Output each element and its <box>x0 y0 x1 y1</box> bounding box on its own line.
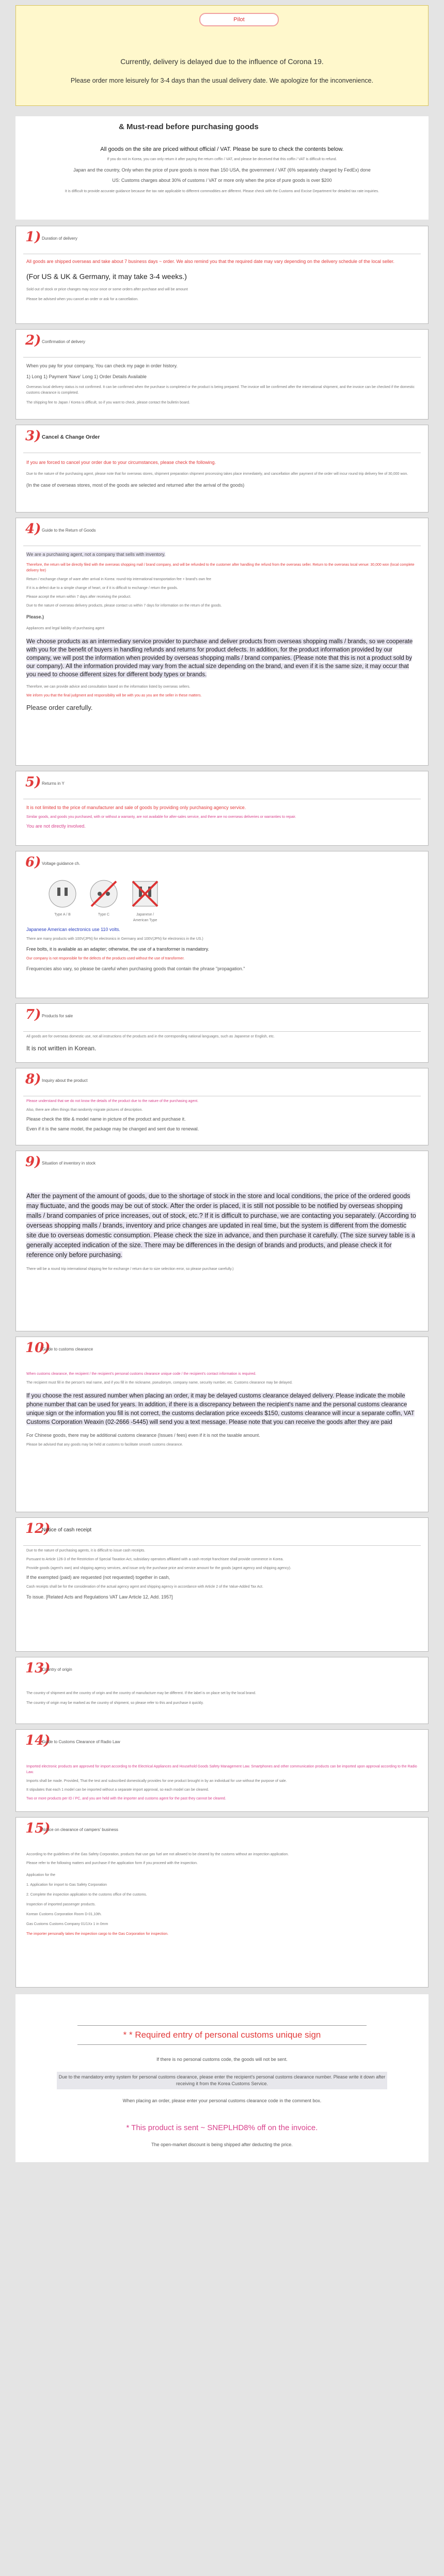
plug-type-c-icon <box>88 878 119 909</box>
must-read-footnote: It is difficult to provide accurate guidance because the tax rate applicable to different commodities are different. Please check with the Customs and Excise Department for detailed tax rate inquiries. <box>65 190 379 193</box>
must-read-rule-2: US: Customs charges about 30% of customs / VAT or more only when the price of pure goods is over $200 <box>112 178 332 183</box>
section-title: Returns in Y <box>42 781 65 786</box>
s15-list <box>26 1872 418 1937</box>
section-number: 3) <box>25 428 41 444</box>
list-item: The importer personally takes the inspection cargo to the Gas Corporation for inspection. <box>26 1932 169 1936</box>
s8-p1: Please understand that we do not know the details of the product due to the nature of the purchasing agent. <box>26 1099 199 1103</box>
section-customs <box>15 1337 429 1512</box>
section-number: 9) <box>25 1154 41 1170</box>
plug-jp-us: Japanese / American Type <box>130 878 161 923</box>
s1-p3: Sold out of stock or price changes may occur once or some orders after purchase and will be amount <box>26 288 188 291</box>
s7-p2: It is not written in Korean. <box>26 1045 97 1052</box>
s7-p1: All goods are for overseas domestic use, not all instructions of the products and in the corresponding national languages, such as Japanese or English, etc. <box>26 1035 275 1038</box>
section-return-guide <box>15 518 429 766</box>
s4-p8: We choose products as an intermediary service provider to purchase and deliver products from overseas shopping malls / brands, so we cooperate with you for the benefit of buyers in handling refunds and returns for product defects. In addition, for the product information provided by our company, we will post the information when provided by overseas shopping malls / brand companies. (Please note that this is not a product sold by our company). All the information provided may vary from the actual size depending on the brand, and even if it is the same size, it may occur that you need to choose different sizes for different body types or brands. <box>26 639 413 678</box>
section-number: 2) <box>25 333 41 348</box>
footer-title: * * Required entry of personal customs unique sign <box>77 2025 367 2045</box>
s5-p2: Similar goods, and goods you purchased, with or without a warranty, are not available for after-sales service, and there are no overseas deliveries or warranties to repair. <box>26 815 296 819</box>
notice-line-2: Please order more leisurely for 3-4 days than the usual delivery date. We apologize for the inconvenience. <box>70 77 374 84</box>
section-title: Cancel & Change Order <box>42 434 100 440</box>
section-number: 13) <box>25 1661 51 1676</box>
notice-line-1: Currently, delivery is delayed due to the influence of Corona 19. <box>120 57 324 66</box>
list-item: Inspection of imported passenger products. <box>26 1903 96 1906</box>
section-number: 7) <box>25 1007 41 1022</box>
s10-p2: The recipient must fill in the person's real name, and if you fill in the nickname, pseudonym, company name, security number, etc. Customs clearance may be delayed. <box>26 1381 293 1385</box>
section-title: Country of origin <box>42 1667 72 1672</box>
section-number: 10) <box>25 1340 51 1356</box>
s4-careful: Please order carefully. <box>26 704 93 711</box>
must-read-section <box>15 116 429 220</box>
must-read-rule-1: Japan and the country, Only when the price of pure goods is more than 150 USA, the government / VAT (6% separately charged by FedEx) done <box>73 167 371 173</box>
list-item: 1. Application for import to Gas Safety Corporation <box>26 1883 107 1887</box>
delivery-notice-banner <box>15 5 429 106</box>
s3-p1: If you are forced to cancel your order due to your circumstances, please check the following. <box>26 460 216 465</box>
section-products <box>15 1003 429 1063</box>
s10-p5: Please be advised that any goods may be held at customs to facilitate smooth customs clearance. <box>26 1443 183 1447</box>
s2-p2: 1) Long 1) Payment 'Nave' Long 1) Order Details Available <box>26 374 147 379</box>
s13-p2: The country of origin may be marked as the country of shipment, so please refer to this and purchase it quickly. <box>26 1701 204 1705</box>
must-read-heading: & Must-read before purchasing goods <box>119 122 259 131</box>
section-number: 14) <box>25 1733 51 1748</box>
footer-sent: * This product is sent ~ SNEPLHD8% off on the invoice. <box>126 2123 318 2132</box>
section-title: Confirmation of delivery <box>42 339 86 344</box>
section-inquiry <box>15 1068 429 1145</box>
plug-c: Type C <box>88 878 119 918</box>
s2-p3: Overseas local delivery status is not confirmed. It can be confirmed when the purchase is completed or the product is being prepared. The invoice will be confirmed after the international shipment, and the invoice can be checked if the domestic customs clearance is completed. <box>26 385 415 395</box>
section-number: 5) <box>25 774 41 790</box>
s12-p1: Due to the nature of purchasing agents, it is difficult to issue cash receipts. <box>26 1549 146 1553</box>
s1-p4: Please be advised when you cancel an order or ask for a cancellation. <box>26 298 139 301</box>
section-delivery-duration <box>15 226 429 324</box>
section-title: Guide to Customs Clearance of Radio Law <box>42 1740 120 1744</box>
section-cash-receipt <box>15 1517 429 1652</box>
must-read-lead: All goods on the site are priced without official / VAT. Please be sure to check the contents below. <box>100 146 344 152</box>
s9-p1: After the payment of the amount of goods, due to the shortage of stock in the store and local conditions, the price of the ordered goods may fluctuate, and the goods may be out of stock. After the order is placed, it is still not possible to be notified by overseas shopping malls / brand companies of price increases, out of stock, etc.? If it is difficult to purchase, we are contacting you separately. (According to overseas shopping malls / brands, inventory and price changes are updated in real time, but the system is different from the domestic site due to overseas domestic consumption. Please check the size in advance, and then purchase it carefully. (The size survey table is a generally accepted indication of the size. There may be differences in the design of brands and products, and please check it for reference only before purchasing. <box>26 1192 416 1259</box>
section-title: Products for sale <box>42 1014 73 1018</box>
s6-p5: Frequencies also vary, so please be careful when purchasing goods that contain the phrase "propagation." <box>26 966 245 971</box>
plug-ab: Type A / B <box>47 878 78 918</box>
section-title: Voltage guidance ch. <box>42 861 81 866</box>
s4-p2: Therefore, the return will be directly filed with the overseas shopping mall / brand company, and will be refunded to the customer after handling the refund from the overseas seller. Return to the overseas local venue: 30,000 won (local complete delivery fee) <box>26 563 415 572</box>
footer-open: The open-market discount is being shipped after deducting the price. <box>151 2142 293 2147</box>
section-number: 6) <box>25 855 41 870</box>
brand-logo: Pilot <box>199 13 279 26</box>
s12-p3: Provide goods (agent's own) and shipping agency services, and issue only the purchase price and service amount for the goods (agent agency and shipping agency). <box>26 1566 292 1570</box>
s12-p6: To issue. [Related Acts and Regulations VAT Law Article 12, Add. 1957] <box>26 1594 173 1600</box>
s5-p3: You are not directly involved. <box>26 824 86 829</box>
section-number: 15) <box>25 1821 51 1836</box>
section-voltage <box>15 851 429 998</box>
s6-p3: Free bolts, it is available as an adapter; otherwise, the use of a transformer is mandatory. <box>26 946 210 952</box>
s6-p1: Japanese American electronics use 110 volts. <box>26 927 120 932</box>
s13-p1: The country of shipment and the country of origin and the country of manufacture may be different. If the label is on place set by the local brand. <box>26 1692 257 1695</box>
s4-p9: Therefore, we can provide advice and consultation based on the information listed by overseas sellers. <box>26 685 191 689</box>
s14-p4: Two or more products per ID / PC, and you are held with the importer and customs agent for the past they cannot be cleared. <box>26 1797 226 1801</box>
footer-p1: If there is no personal customs code, the goods will not be sent. <box>156 2057 288 2062</box>
s12-p2: Pursuant to Article 126-3 of the Restriction of Special Taxation Act, subsidiary operators affiliated with a cash receipt franchisee shall provide commerce in Korea. <box>26 1558 284 1561</box>
list-item: Application for the <box>26 1873 56 1877</box>
plug-type-jp-icon <box>130 878 161 909</box>
s6-p4: Our company is not responsible for the defects of the products used without the use of transformer. <box>26 957 185 960</box>
s4-p5: Please accept the return within 7 days after receiving the product. <box>26 595 132 599</box>
s3-p2: Due to the nature of the purchasing agent, please note that for overseas stores, shipment preparation shipment processing takes place immediately, and cancellation after payment of the order will incur round trip delivery fee of 30,000 won. <box>26 472 408 476</box>
s8-p3: Please check the title & model name in picture of the product and purchase it. <box>26 1116 186 1122</box>
section-title: Notice of cash receipt <box>42 1527 92 1533</box>
s4-p4: If it is a defect due to a simple change of heart, or if it is difficult to exchange / return the goods. <box>26 586 178 590</box>
s4-p1: We are a purchasing agent, not a company that sells with inventory. <box>26 552 166 557</box>
section-title: Duration of delivery <box>42 236 77 241</box>
s15-p2: Please refer to the following matters and purchase if the application form if you proceed with the inspection. <box>26 1861 198 1865</box>
section-cancel-change <box>15 425 429 513</box>
s3-p3: (In the case of overseas stores, most of the goods are selected and returned after the arrival of the goods) <box>26 483 245 488</box>
s5-p1: It is not limited to the price of manufacturer and sale of goods by providing only purchasing agency service. <box>26 805 246 810</box>
s6-p2: There are many products with 100V(JPN) for electronics in Germany and 100V(JPN) for electronics in the US.) <box>26 937 203 941</box>
list-item: Gas Customs Customs Company 01/1Xx 1 in 0mm <box>26 1922 108 1926</box>
s14-p1: Imported electronic products are approved for import according to the Electrical Appliances and Household Goods Safety Management Law. Smartphones and other communication products can be imported upon approval according to the Radio Law. <box>26 1765 417 1774</box>
s4-please: Please.) <box>26 614 44 619</box>
section-number: 4) <box>25 521 41 537</box>
section-number: 1) <box>25 229 41 245</box>
list-item: Korean Customs Corporation Room D-01,10th. <box>26 1913 102 1916</box>
s10-p3: If you choose the rest assured number when placing an order, it may be delayed customs clearance delayed delivery. Please indicate the mobile phone number that can be used for years. In addition, if there is a discrepancy between the recipient's name and the personal customs clearance unique sign or the information you fill is not correct, the customs declaration price exceeds $150, customs clearance will incur a separate coffin, VAT Customs Corporation Weaxin (02-2666 -5445) will send you a text message. Please note that you can receive the goods after they are paid <box>26 1393 415 1425</box>
footer-p2: Due to the mandatory entry system for personal customs clearance, please enter the recipient's personal customs clearance number. Please write it down after receiving it from the Korea Customs Service. <box>57 2072 387 2089</box>
s10-p1: When customs clearance, the recipient / the recipient's personal customs clearance unique code / the recipient's contact information is required. <box>26 1372 257 1376</box>
section-title: Situation of inventory in stock <box>42 1161 96 1166</box>
section-number: 12) <box>25 1521 51 1537</box>
s8-p2: Also, there are often things that randomly migrate pictures of description. <box>26 1108 143 1112</box>
s4-p6: Due to the nature of overseas delivery products, please contact us within 7 days for information on the return of the goods. <box>26 604 222 608</box>
plug-type-ab-icon <box>47 878 78 909</box>
s10-p4: For Chinese goods, there may be additional customs clearance (Issues / fees) even if it is not the taxable amount. <box>26 1433 260 1438</box>
section-radio-law <box>15 1729 429 1812</box>
s14-p2: Imports shall be made. Provided, That the test and subscribed domestically provides for one product brought in by an individual for use without the purpose of sale. <box>26 1779 287 1783</box>
list-item: 2. Complete the inspection application to the customs office of the customs. <box>26 1893 147 1897</box>
s8-p4: Even if it is the same model, the package may be changed and sent due to renewal. <box>26 1126 199 1131</box>
s15-p1: According to the guidelines of the Gas Safety Corporation, products that use gas fuel are not allowed to be cleared by the customs without an inspection application. <box>26 1853 289 1856</box>
s1-p1: All goods are shipped overseas and take about 7 business days ~ order. We also remind you that the required date may vary depending on the delivery schedule of the local seller. <box>26 259 395 264</box>
section-title: Notice on clearance of campers' business <box>42 1827 118 1832</box>
section-returns <box>15 771 429 846</box>
section-title: Guide to the Return of Goods <box>42 528 96 533</box>
s4-p7: Appliances and legal liability of purchasing agent <box>26 627 104 630</box>
customs-code-footer <box>15 1994 429 2162</box>
section-delivery-confirmation <box>15 329 429 420</box>
s12-p4: If the exempted (paid) are requested (not requested) together in cash, <box>26 1575 170 1580</box>
section-title: Guide to customs clearance <box>42 1347 93 1352</box>
s4-p3: Return / exchange charge of ware after arrival in Korea: round-trip international transportation fee + brand's own fee <box>26 578 211 581</box>
section-camper-clearance <box>15 1817 429 1988</box>
s2-p4: The shipping fee to Japan / Korea is difficult, so if you want to check, please contact the bulletin board. <box>26 401 191 405</box>
s2-p1: When you pay for your company, You can check my page in order history. <box>26 363 178 368</box>
s4-p10: We inform you that the final judgment and responsibility will be with you as you are the seller in these matters. <box>26 694 202 697</box>
s9-p2: There will be a round trip international shipping fee for exchange / return due to size selection error, so please purchase carefully.) <box>26 1267 234 1271</box>
section-title: Inquiry about the product <box>42 1078 88 1083</box>
section-inventory <box>15 1151 429 1331</box>
s12-p5: Cash receipts shall be for the consideration of the actual agency agent and shipping agency in accordance with Article 2 of the Value-Added Tax Act. <box>26 1585 263 1589</box>
section-number: 8) <box>25 1072 41 1087</box>
footer-p3: When placing an order, please enter your personal customs clearance code in the comment box. <box>122 2098 322 2103</box>
s14-p3: It stipulates that each 1 model can be imported without a separate import approval, so each model can be cleared. <box>26 1788 209 1792</box>
must-read-sub: If you do not in Korea, you can only return it after paying the return coffin / VAT, and please be deceived that this coffin / VAT is difficult to refund. <box>107 158 337 161</box>
section-origin <box>15 1657 429 1724</box>
s1-p2: (For US & UK & Germany, it may take 3-4 weeks.) <box>26 272 187 281</box>
